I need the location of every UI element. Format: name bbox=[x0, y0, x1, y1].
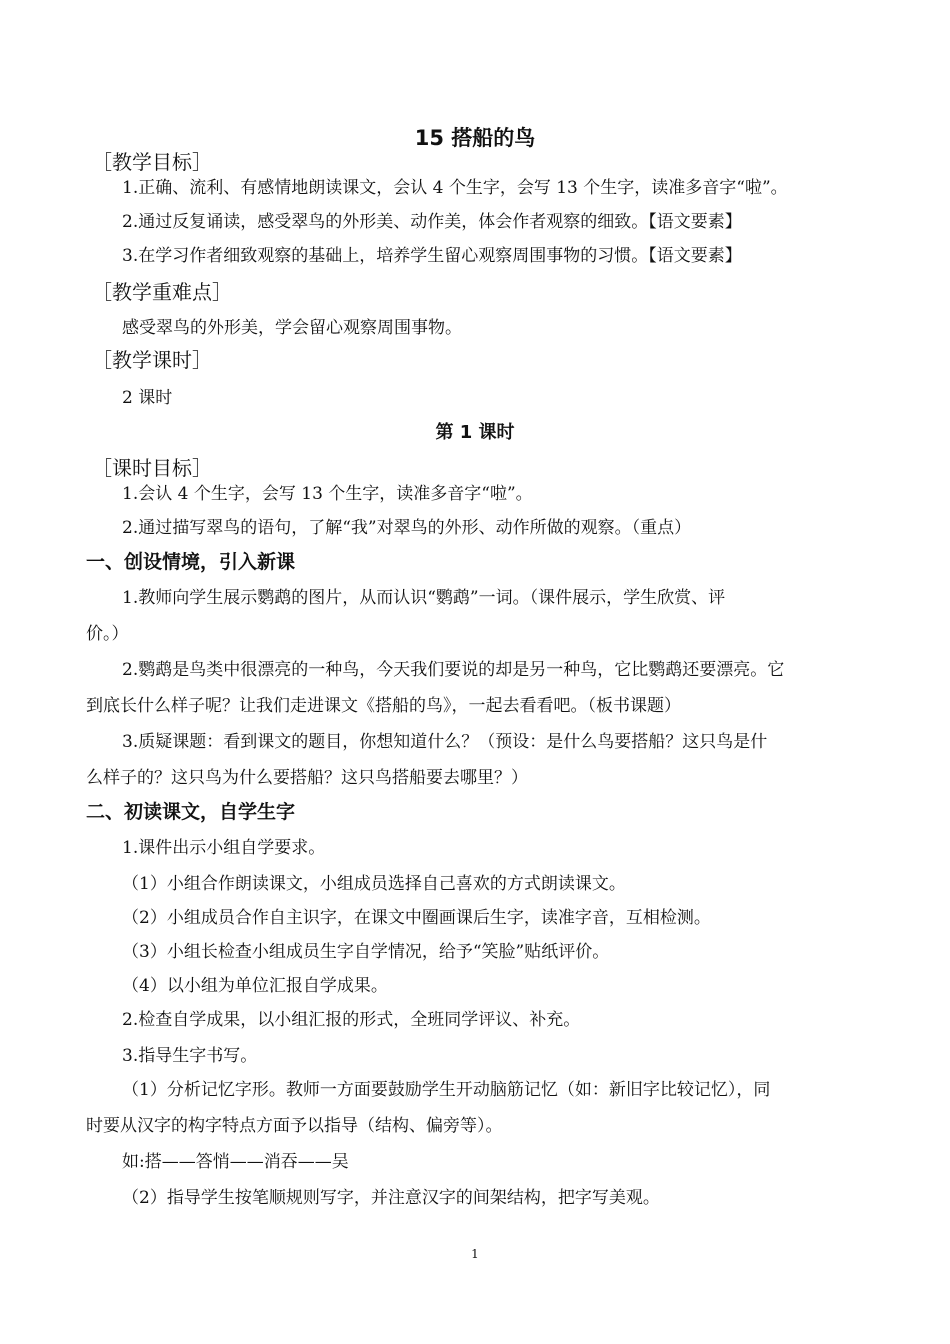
objectives-heading: ［教学目标］ bbox=[92, 150, 212, 174]
part1-line: 到底长什么样子呢？让我们走进课文《搭船的鸟》，一起去看看吧。（板书课题） bbox=[86, 696, 681, 716]
objective-item: 2.通过反复诵读，感受翠鸟的外形美、动作美，体会作者观察的细致。【语文要素】 bbox=[122, 212, 742, 232]
lesson1-title: 第 1 课时 bbox=[435, 422, 515, 443]
part2-line: 3.指导生字书写。 bbox=[122, 1046, 258, 1066]
part2-line: 时要从汉字的构字特点方面予以指导（结构、偏旁等）。 bbox=[86, 1116, 503, 1136]
class-hours-text: 2 课时 bbox=[122, 388, 173, 408]
lesson-title: 15 搭船的鸟 bbox=[414, 126, 536, 150]
objective-item: 1.正确、流利、有感情地朗读课文，会认 4 个生字，会写 13 个生字，读准多音字“啦”。 bbox=[122, 178, 788, 198]
part2-line: 如:搭——答悄——消吞——吴 bbox=[122, 1152, 349, 1172]
part1-line: 么样子的？这只鸟为什么要搭船？这只鸟搭船要去哪里？） bbox=[86, 768, 528, 788]
part2-line: （3）小组长检查小组成员生字自学情况，给予“笑脸”贴纸评价。 bbox=[122, 942, 610, 962]
key-points-heading: ［教学重难点］ bbox=[92, 280, 232, 304]
part1-line: 1.教师向学生展示鹦鹉的图片，从而认识“鹦鹉”一词。（课件展示，学生欣赏、评 bbox=[122, 588, 726, 608]
part2-line: （2）指导学生按笔顺规则写字，并注意汉字的间架结构，把字写美观。 bbox=[122, 1188, 660, 1208]
part2-line: （4）以小组为单位汇报自学成果。 bbox=[122, 976, 388, 996]
part2-line: 2.检查自学成果，以小组汇报的形式，全班同学评议、补充。 bbox=[122, 1010, 581, 1030]
part2-line: （1）分析记忆字形。教师一方面要鼓励学生开动脑筋记忆（如：新旧字比较记忆），同 bbox=[122, 1080, 771, 1100]
part1-heading: 一、创设情境，引入新课 bbox=[86, 551, 296, 573]
lesson-goal-item: 2.通过描写翠鸟的语句，了解“我”对翠鸟的外形、动作所做的观察。（重点） bbox=[122, 518, 692, 538]
key-points-text: 感受翠鸟的外形美，学会留心观察周围事物。 bbox=[122, 318, 462, 338]
part2-line: 1.课件出示小组自学要求。 bbox=[122, 838, 326, 858]
part2-line: （1）小组合作朗读课文，小组成员选择自己喜欢的方式朗读课文。 bbox=[122, 874, 626, 894]
class-hours-heading: ［教学课时］ bbox=[92, 348, 212, 372]
part2-heading: 二、初读课文，自学生字 bbox=[86, 801, 296, 823]
part2-line: （2）小组成员合作自主识字，在课文中圈画课后生字，读准字音，互相检测。 bbox=[122, 908, 711, 928]
page-number: 1 bbox=[471, 1247, 479, 1261]
part1-line: 价。） bbox=[86, 624, 129, 644]
lesson-goal-item: 1.会认 4 个生字，会写 13 个生字，读准多音字“啦”。 bbox=[122, 484, 533, 504]
objective-item: 3.在学习作者细致观察的基础上，培养学生留心观察周围事物的习惯。【语文要素】 bbox=[122, 246, 742, 266]
lesson-goals-heading: ［课时目标］ bbox=[92, 456, 212, 480]
part1-line: 3.质疑课题：看到课文的题目，你想知道什么？（预设：是什么鸟要搭船？这只鸟是什 bbox=[122, 732, 768, 752]
part1-line: 2.鹦鹉是鸟类中很漂亮的一种鸟，今天我们要说的却是另一种鸟，它比鹦鹉还要漂亮。它 bbox=[122, 660, 785, 680]
